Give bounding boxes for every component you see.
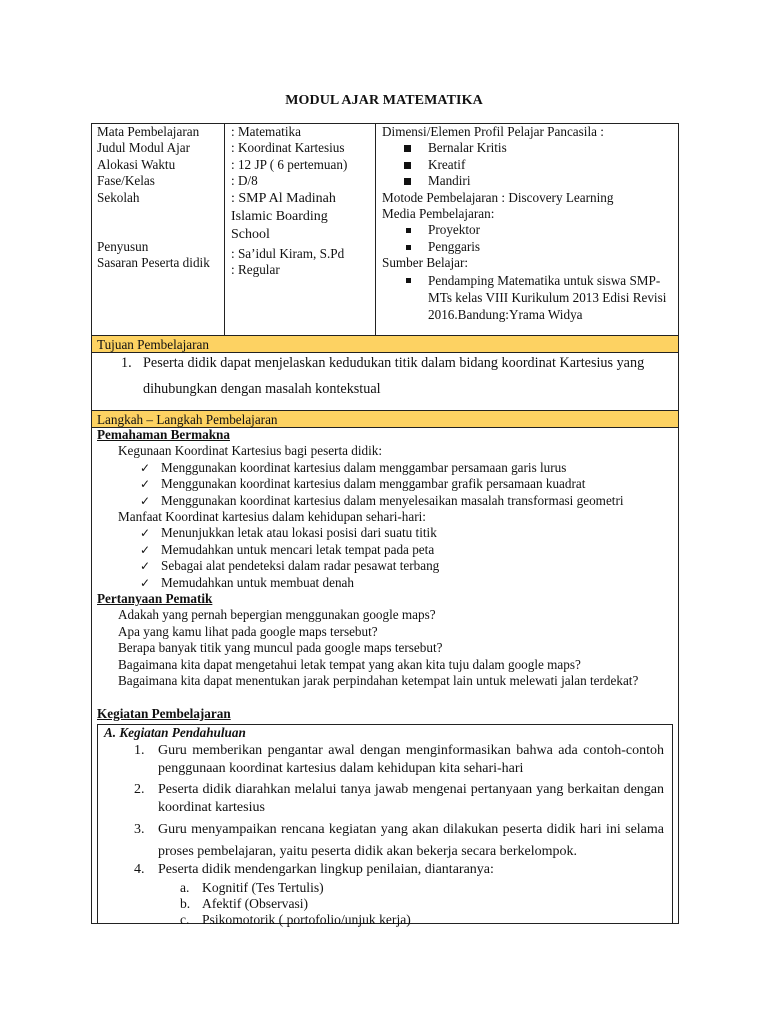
pendahuluan-title: A. Kegiatan Pendahuluan bbox=[104, 725, 246, 740]
profile-item: Bernalar Kritis bbox=[382, 140, 678, 156]
check-icon: ✓ bbox=[140, 526, 151, 541]
tujuan-number: 1. bbox=[121, 355, 132, 371]
label-spacer bbox=[97, 222, 224, 238]
pertanyaan-item: Bagaimana kita dapat menentukan jarak perpindahan ketempat lain untuk melewati jalan terdekat? bbox=[118, 673, 639, 689]
langkah-heading-band: Langkah – Langkah Pembelajaran bbox=[91, 410, 679, 428]
small-square-bullet-icon bbox=[406, 228, 411, 233]
step-item: 1. Guru memberikan pengantar awal dengan menginformasikan bahwa ada contoh-contoh penggunaan koordinat kartesius dalam kehidupan kita sehari-hari bbox=[134, 743, 664, 776]
profile-column bbox=[376, 124, 678, 335]
value-fase-kelas: : D/8 bbox=[231, 173, 258, 189]
value-mata-pembelajaran: : Matematika bbox=[231, 124, 301, 139]
media-item: Proyektor bbox=[382, 222, 678, 238]
profile-item: Kreatif bbox=[382, 157, 678, 173]
manfaat-item: ✓ Memudahkan untuk membuat denah bbox=[140, 574, 355, 590]
media-item: Penggaris bbox=[382, 239, 678, 255]
step-item: 2. Peserta didik diarahkan melalui tanya jawab mengenai pertanyaan yang berkaitan dengan koordinat kartesius bbox=[134, 782, 664, 815]
label-sekolah: Sekolah bbox=[97, 189, 140, 205]
kegunaan-item: ✓ Menggunakan koordinat kartesius dalam menyelesaikan masalah transformasi geometri bbox=[140, 492, 624, 508]
pertanyaan-item: Apa yang kamu lihat pada google maps tersebut? bbox=[118, 623, 378, 639]
sumber-heading: Sumber Belajar: bbox=[382, 255, 469, 271]
step-item: 4. Peserta didik mendengarkan lingkup penilaian, diantaranya: bbox=[134, 862, 494, 877]
kegiatan-title: Kegiatan Pembelajaran bbox=[97, 705, 231, 721]
profile-heading: Dimensi/Elemen Profil Pelajar Pancasila : bbox=[382, 124, 604, 139]
step-item: 3. Guru menyampaikan rencana kegiatan yang akan dilakukan peserta didik hari ini selama proses pembelajaran, yaitu peserta didik akan bekerja secara berkelompok. bbox=[134, 822, 664, 859]
document-title: MODUL AJAR MATEMATIKA bbox=[285, 93, 483, 108]
value-sasaran: : Regular bbox=[231, 262, 280, 278]
label-alokasi-waktu: Alokasi Waktu bbox=[97, 156, 176, 172]
check-icon: ✓ bbox=[140, 575, 151, 590]
kegunaan-item: ✓ Menggunakan koordinat kartesius dalam menggambar grafik persamaan kuadrat bbox=[140, 476, 586, 492]
kegunaan-item: ✓ Menggunakan koordinat kartesius dalam menggambar persamaan garis lurus bbox=[140, 459, 567, 475]
value-judul-modul: : Koordinat Kartesius bbox=[231, 140, 345, 156]
manfaat-item: ✓ Memudahkan untuk mencari letak tempat pada peta bbox=[140, 541, 435, 557]
value-alokasi-waktu: : 12 JP ( 6 pertemuan) bbox=[231, 156, 348, 172]
tujuan-heading-band: Tujuan Pembelajaran bbox=[91, 335, 679, 353]
label-penyusun: Penyusun bbox=[97, 238, 149, 254]
pertanyaan-item: Berapa banyak titik yang muncul pada google maps tersebut? bbox=[118, 640, 443, 656]
manfaat-heading: Manfaat Koordinat kartesius dalam kehidupan sehari-hari: bbox=[118, 509, 426, 525]
identity-values-column bbox=[225, 124, 376, 335]
check-icon: ✓ bbox=[140, 493, 151, 508]
label-mata-pembelajaran: Mata Pembelajaran bbox=[97, 124, 200, 139]
profile-item: Mandiri bbox=[382, 173, 678, 189]
manfaat-item: ✓ Menunjukkan letak atau lokasi posisi dari suatu titik bbox=[140, 525, 437, 541]
square-bullet-icon bbox=[404, 178, 411, 185]
kegunaan-heading: Kegunaan Koordinat Kartesius bagi peserta didik: bbox=[118, 443, 383, 459]
check-icon: ✓ bbox=[140, 542, 151, 557]
check-icon: ✓ bbox=[140, 460, 151, 475]
label-sasaran: Sasaran Peserta didik bbox=[97, 255, 210, 271]
metode-pembelajaran: Motode Pembelajaran : Discovery Learning bbox=[382, 189, 614, 205]
small-square-bullet-icon bbox=[406, 278, 411, 283]
kegiatan-pendahuluan-box: A. Kegiatan Pendahuluan 1. Guru memberikan pengantar awal dengan menginformasikan bahwa ada contoh-contoh penggunaan koordinat kartesius dalam kehidupan kita sehari-hari 2. Peserta didik diarahkan melalui tanya jawab mengenai pertanyaan yang berkaitan dengan koordinat kartesius 3. Guru menyampaikan rencana kegiatan yang akan dilakukan peserta didik hari ini selama proses pembelajaran, yaitu peserta didik akan bekerja secara berkelompok. 4. Peserta didik mendengarkan lingkup penilaian, diantaranya: a. Kognitif (Tes Tertulis) b. Afektif (Observasi) c. Psikomotorik ( portofolio/unjuk kerja) bbox=[97, 724, 673, 923]
value-penyusun: : Sa’idul Kiram, S.Pd bbox=[231, 245, 345, 261]
check-icon: ✓ bbox=[140, 559, 151, 574]
langkah-body bbox=[91, 427, 679, 927]
sumber-item: Pendamping Matematika untuk siswa SMP-MTs kelas VIII Kurikulum 2013 Edisi Revisi 2016.Bandung:Yrama Widya bbox=[382, 272, 678, 323]
manfaat-item: ✓ Sebagai alat pendeteksi dalam radar pesawat terbang bbox=[140, 558, 440, 574]
check-icon: ✓ bbox=[140, 477, 151, 492]
square-bullet-icon bbox=[404, 145, 411, 152]
identity-labels-column bbox=[92, 124, 225, 335]
small-square-bullet-icon bbox=[406, 245, 411, 250]
pemahaman-title: Pemahaman Bermakna bbox=[97, 427, 230, 442]
label-judul-modul: Judul Modul Ajar bbox=[97, 140, 191, 156]
spacer bbox=[97, 690, 678, 706]
tujuan-text: Peserta didik dapat menjelaskan kedudukan titik dalam bidang koordinat Kartesius yang dihubungkan dengan masalah kontekstual bbox=[143, 355, 645, 397]
label-spacer bbox=[97, 206, 224, 222]
value-sekolah: : SMP Al Madinah Islamic Boarding School bbox=[231, 190, 336, 242]
identity-table bbox=[91, 123, 679, 336]
pertanyaan-item: Bagaimana kita dapat mengetahui letak tempat yang akan kita tuju dalam google maps? bbox=[118, 656, 581, 672]
square-bullet-icon bbox=[404, 162, 411, 169]
pertanyaan-item: Adakah yang pernah bepergian menggunakan google maps? bbox=[118, 607, 436, 623]
pertanyaan-title: Pertanyaan Pematik bbox=[97, 591, 213, 607]
media-heading: Media Pembelajaran: bbox=[382, 206, 495, 222]
label-fase-kelas: Fase/Kelas bbox=[97, 173, 155, 189]
tujuan-body bbox=[91, 352, 679, 411]
